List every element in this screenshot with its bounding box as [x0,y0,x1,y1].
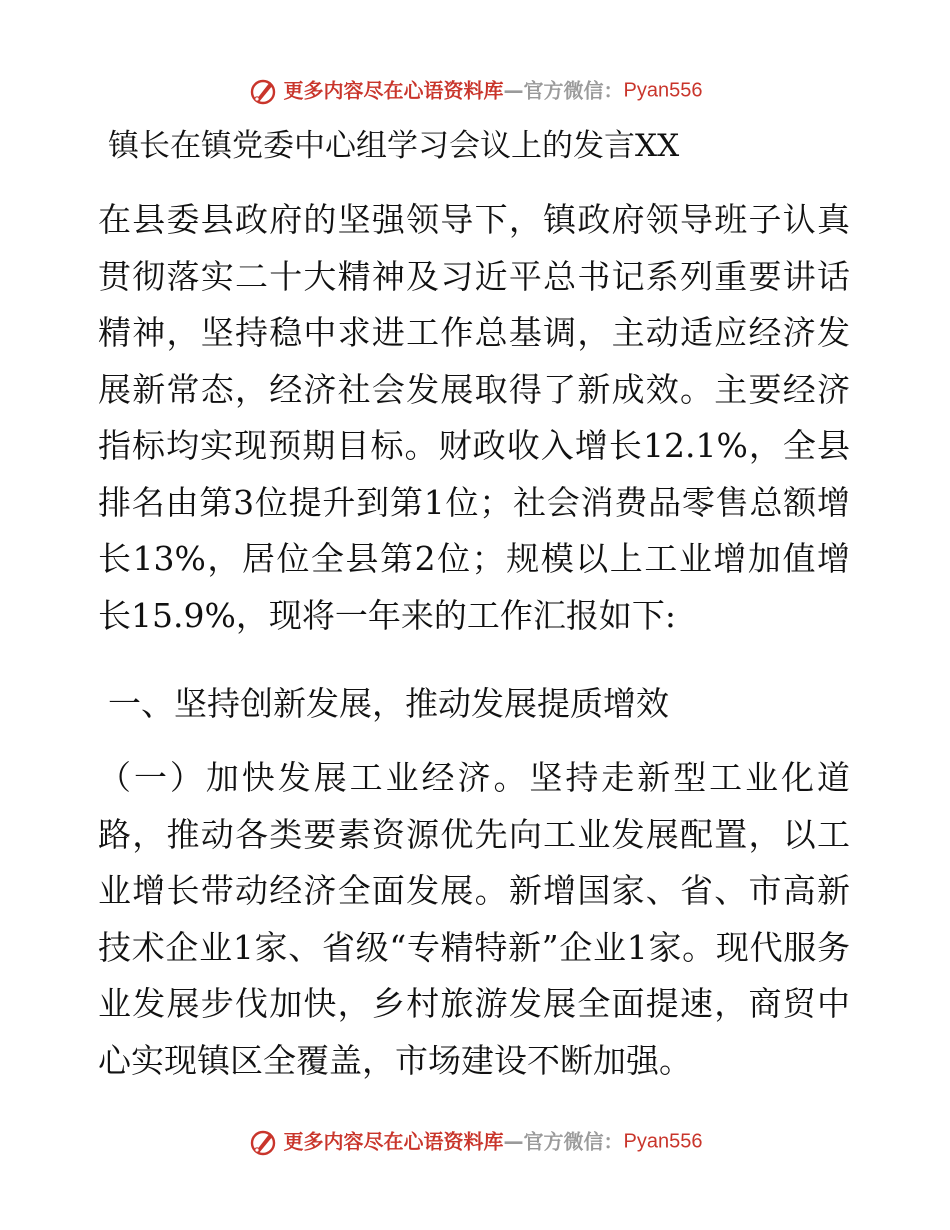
watermark-header [0,74,950,106]
watermark-brand-text: 更多内容尽在心语资料库 [283,78,504,103]
watermark-dash: — [503,1129,524,1154]
watermark-dash: — [503,78,524,103]
watermark-official-label: 官方微信： [523,78,624,103]
watermark-official-label: 官方微信： [523,1129,624,1154]
quill-logo-icon [248,76,278,106]
watermark-wechat-id: Pyan556 [623,79,703,102]
quill-logo-icon [248,1127,278,1157]
watermark-wechat-id: Pyan556 [623,1130,703,1153]
paragraph-intro: 在县委县政府的坚强领导下，镇政府领导班子认真贯彻落实二十大精神及习近平总书记系列重要讲话精神，坚持稳中求进工作总基调，主动适应经济发展新常态，经济社会发展取得了新成效。主要经济指标均实现预期目标。财政收入增长12.1%，全县排名由第3位提升到第1位；社会消费品零售总额增长13%，居位全县第2位；规模以上工业增加值增长15.9%，现将一年来的工作汇报如下: [98,200,850,635]
watermark-footer [0,1125,950,1157]
paragraph-industry: （一）加快发展工业经济。坚持走新型工业化道路，推动各类要素资源优先向工业发展配置，以工业增长带动经济全面发展。新增国家、省、市高新技术企业1家、省级“专精特新”企业1家。现代服务业发展步伐加快，乡村旅游发展全面提速，商贸中心实现镇区全覆盖，市场建设不断加强。 [98,758,850,1080]
document-title: 镇长在镇党委中心组学习会议上的发言XX [108,128,680,164]
section-heading-1: 一、坚持创新发展，推动发展提质增效 [108,684,669,723]
watermark-brand-text: 更多内容尽在心语资料库 [283,1129,504,1154]
